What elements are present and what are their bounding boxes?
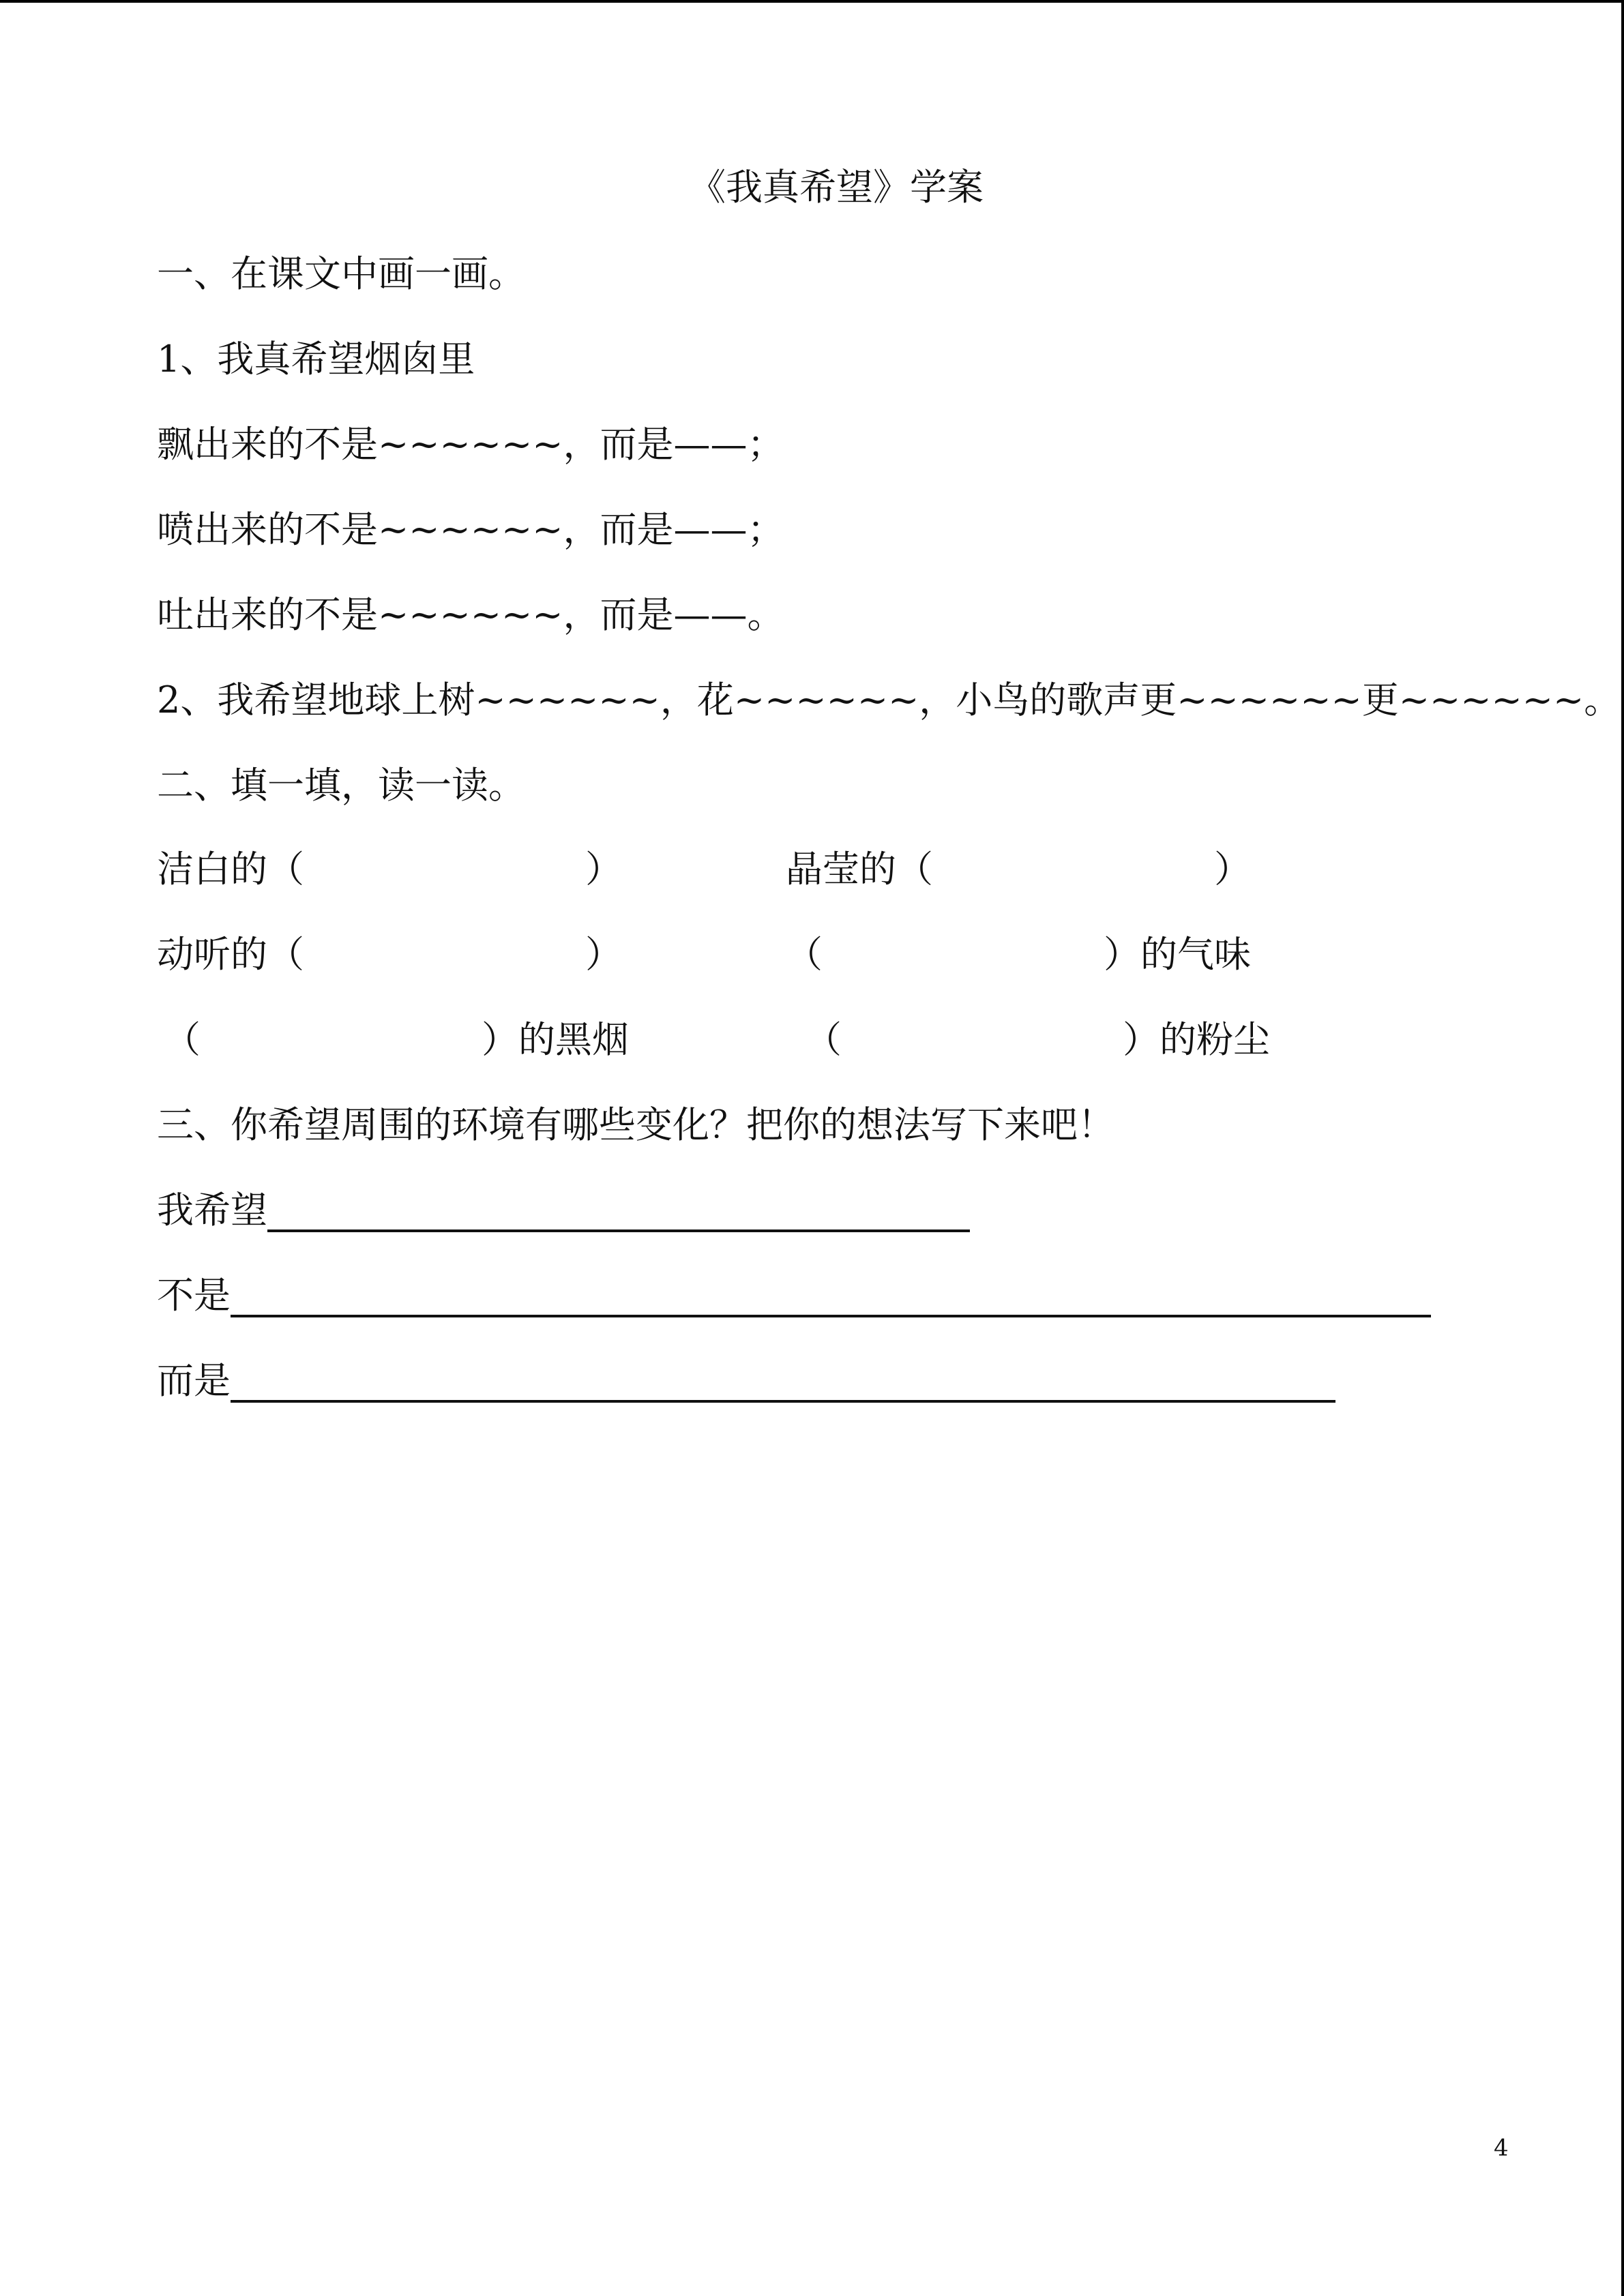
writing-prompt-wishes bbox=[157, 1189, 970, 1232]
fill-blank-qiwei[interactable]: （ ）的气味 bbox=[786, 933, 1251, 976]
answer-line-not[interactable] bbox=[231, 1279, 1431, 1317]
prompt-label: 我希望 bbox=[157, 1189, 267, 1232]
writing-prompt-but bbox=[157, 1359, 1335, 1403]
fill-blank-dongting[interactable]: 动听的（ ） bbox=[157, 933, 622, 976]
fill-blank-heiyan[interactable]: （ ）的黑烟 bbox=[164, 1018, 629, 1061]
section1-heading: 一、在课文中画一画。 bbox=[157, 252, 525, 295]
answer-line-but[interactable] bbox=[231, 1365, 1335, 1403]
section1-q1-intro: 1、我真希望烟囱里 bbox=[157, 338, 475, 381]
prompt-label: 而是 bbox=[157, 1359, 231, 1402]
page-top-border bbox=[0, 0, 1624, 3]
fill-blank-jiebai[interactable]: 洁白的（ ） bbox=[157, 848, 622, 891]
section2-heading: 二、填一填，读一读。 bbox=[157, 764, 525, 807]
answer-line-wishes[interactable] bbox=[267, 1194, 970, 1232]
fill-blank-fenchen[interactable]: （ ）的粉尘 bbox=[805, 1018, 1270, 1061]
section1-line-1: 飘出来的不是~~~~~~，而是——； bbox=[157, 423, 784, 466]
page-right-border bbox=[1621, 0, 1624, 2296]
section1-line-2: 喷出来的不是~~~~~~，而是——； bbox=[157, 508, 784, 551]
page-number: 4 bbox=[1494, 2134, 1509, 2162]
prompt-label: 不是 bbox=[157, 1274, 231, 1317]
worksheet-title: 《我真希望》学案 bbox=[689, 166, 984, 209]
writing-prompt-not bbox=[157, 1274, 1431, 1317]
section3-heading: 三、你希望周围的环境有哪些变化？把你的想法写下来吧！ bbox=[157, 1103, 1114, 1146]
fill-blank-jingying[interactable]: 晶莹的（ ） bbox=[786, 848, 1251, 891]
section1-line-3: 吐出来的不是~~~~~~，而是——。 bbox=[157, 593, 784, 636]
section1-q2: 2、我希望地球上树~~~~~~，花~~~~~~，小鸟的歌声更~~~~~~更~~~~~~。 bbox=[157, 679, 1621, 721]
